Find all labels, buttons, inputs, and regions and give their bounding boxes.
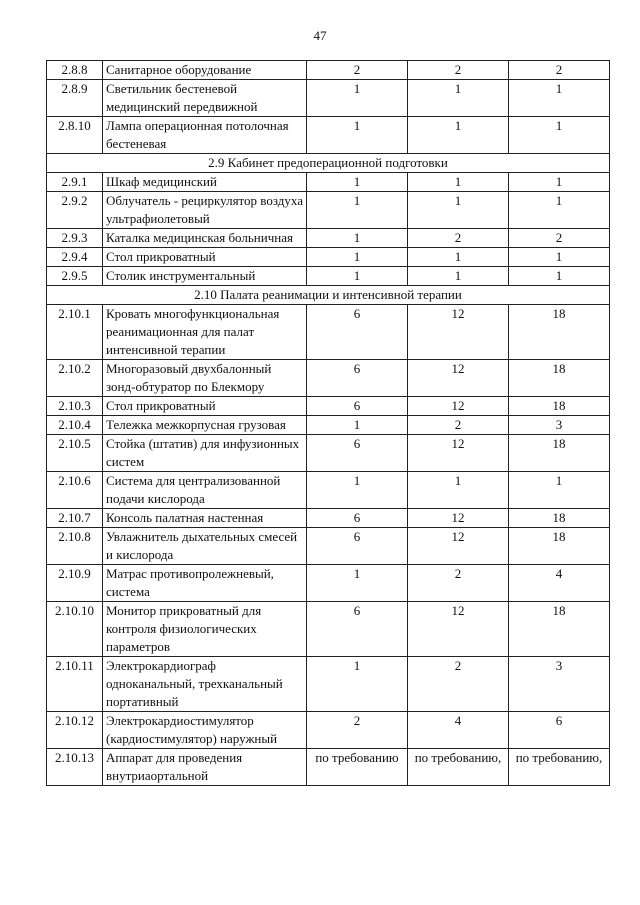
section-title: 2.10 Палата реанимации и интенсивной терапии xyxy=(47,286,610,305)
value-col-3: 1 xyxy=(509,173,610,192)
table-row xyxy=(47,229,610,248)
value-col-2: 1 xyxy=(408,80,509,117)
item-name: Кровать многофункциональная реанимационная для палат интенсивной терапии xyxy=(103,305,307,360)
table-row xyxy=(47,192,610,229)
table-row xyxy=(47,472,610,509)
value-col-3: 3 xyxy=(509,416,610,435)
value-col-3: 3 xyxy=(509,657,610,712)
item-number: 2.10.13 xyxy=(47,749,103,786)
item-number: 2.10.9 xyxy=(47,565,103,602)
item-name: Облучатель - рециркулятор воздуха ультрафиолетовый xyxy=(103,192,307,229)
item-name: Столик инструментальный xyxy=(103,267,307,286)
table-row xyxy=(47,528,610,565)
item-name: Тележка межкорпусная грузовая xyxy=(103,416,307,435)
value-col-1: 1 xyxy=(307,173,408,192)
value-col-1: 1 xyxy=(307,657,408,712)
value-col-2: 1 xyxy=(408,472,509,509)
value-col-2: 12 xyxy=(408,360,509,397)
value-col-2: 1 xyxy=(408,267,509,286)
equipment-table xyxy=(46,60,610,786)
item-number: 2.10.7 xyxy=(47,509,103,528)
item-name: Светильник бестеневой медицинский передвижной xyxy=(103,80,307,117)
item-name: Система для централизованной подачи кислорода xyxy=(103,472,307,509)
item-name: Каталка медицинская больничная xyxy=(103,229,307,248)
item-name: Аппарат для проведения внутриаортальной xyxy=(103,749,307,786)
item-number: 2.10.3 xyxy=(47,397,103,416)
section-row xyxy=(47,286,610,305)
item-name: Увлажнитель дыхательных смесей и кислорода xyxy=(103,528,307,565)
item-name: Стол прикроватный xyxy=(103,248,307,267)
value-col-1: 1 xyxy=(307,80,408,117)
value-col-3: 18 xyxy=(509,602,610,657)
item-number: 2.8.10 xyxy=(47,117,103,154)
value-col-1: 1 xyxy=(307,248,408,267)
table-row xyxy=(47,435,610,472)
value-col-1: 1 xyxy=(307,192,408,229)
value-col-2: 12 xyxy=(408,528,509,565)
value-col-1: 1 xyxy=(307,267,408,286)
table-row xyxy=(47,657,610,712)
value-col-3: 18 xyxy=(509,360,610,397)
table-row xyxy=(47,117,610,154)
item-name: Многоразовый двухбалонный зонд-обтуратор по Блекмору xyxy=(103,360,307,397)
item-name: Лампа операционная потолочная бестеневая xyxy=(103,117,307,154)
item-name: Электрокардиостимулятор (кардиостимулятор) наружный xyxy=(103,712,307,749)
value-col-1: 6 xyxy=(307,360,408,397)
item-number: 2.10.8 xyxy=(47,528,103,565)
item-name: Санитарное оборудование xyxy=(103,61,307,80)
value-col-2: 1 xyxy=(408,173,509,192)
item-name: Стойка (штатив) для инфузионных систем xyxy=(103,435,307,472)
value-col-2: 12 xyxy=(408,397,509,416)
value-col-2: 1 xyxy=(408,248,509,267)
equipment-table-body xyxy=(47,61,610,786)
table-row xyxy=(47,248,610,267)
value-col-3: 6 xyxy=(509,712,610,749)
item-number: 2.10.10 xyxy=(47,602,103,657)
table-row xyxy=(47,749,610,786)
item-number: 2.10.1 xyxy=(47,305,103,360)
item-name: Консоль палатная настенная xyxy=(103,509,307,528)
value-col-3: 4 xyxy=(509,565,610,602)
value-col-2: 2 xyxy=(408,657,509,712)
value-col-1: 2 xyxy=(307,61,408,80)
value-col-3: 2 xyxy=(509,229,610,248)
value-col-1: 6 xyxy=(307,305,408,360)
value-col-1: 6 xyxy=(307,602,408,657)
value-col-3: 18 xyxy=(509,397,610,416)
value-col-3: по требованию, xyxy=(509,749,610,786)
item-number: 2.8.9 xyxy=(47,80,103,117)
value-col-3: 18 xyxy=(509,305,610,360)
item-number: 2.9.5 xyxy=(47,267,103,286)
value-col-1: 6 xyxy=(307,509,408,528)
value-col-1: 1 xyxy=(307,117,408,154)
value-col-3: 1 xyxy=(509,80,610,117)
value-col-2: 12 xyxy=(408,305,509,360)
section-title: 2.9 Кабинет предоперационной подготовки xyxy=(47,154,610,173)
value-col-3: 18 xyxy=(509,528,610,565)
value-col-3: 1 xyxy=(509,192,610,229)
value-col-3: 1 xyxy=(509,117,610,154)
item-number: 2.9.2 xyxy=(47,192,103,229)
value-col-3: 18 xyxy=(509,509,610,528)
value-col-1: 1 xyxy=(307,472,408,509)
value-col-1: 1 xyxy=(307,229,408,248)
item-number: 2.9.1 xyxy=(47,173,103,192)
table-row xyxy=(47,416,610,435)
value-col-3: 2 xyxy=(509,61,610,80)
item-name: Шкаф медицинский xyxy=(103,173,307,192)
table-row xyxy=(47,173,610,192)
table-row xyxy=(47,360,610,397)
item-name: Монитор прикроватный для контроля физиологических параметров xyxy=(103,602,307,657)
value-col-2: 4 xyxy=(408,712,509,749)
table-row xyxy=(47,61,610,80)
value-col-1: 6 xyxy=(307,397,408,416)
page-number: 47 xyxy=(313,28,327,43)
table-row xyxy=(47,305,610,360)
table-row xyxy=(47,80,610,117)
value-col-1: 1 xyxy=(307,416,408,435)
table-row xyxy=(47,397,610,416)
value-col-3: 1 xyxy=(509,267,610,286)
value-col-2: 1 xyxy=(408,117,509,154)
value-col-1: 6 xyxy=(307,435,408,472)
value-col-2: 12 xyxy=(408,602,509,657)
item-number: 2.10.4 xyxy=(47,416,103,435)
table-row xyxy=(47,602,610,657)
value-col-3: 18 xyxy=(509,435,610,472)
value-col-1: 1 xyxy=(307,565,408,602)
value-col-1: 6 xyxy=(307,528,408,565)
value-col-2: 12 xyxy=(408,509,509,528)
table-row xyxy=(47,509,610,528)
item-number: 2.10.6 xyxy=(47,472,103,509)
value-col-2: 2 xyxy=(408,416,509,435)
item-number: 2.10.12 xyxy=(47,712,103,749)
table-row xyxy=(47,712,610,749)
value-col-2: 2 xyxy=(408,61,509,80)
item-number: 2.9.4 xyxy=(47,248,103,267)
value-col-2: 1 xyxy=(408,192,509,229)
value-col-3: 1 xyxy=(509,472,610,509)
value-col-3: 1 xyxy=(509,248,610,267)
table-row xyxy=(47,267,610,286)
value-col-2: 12 xyxy=(408,435,509,472)
item-number: 2.10.5 xyxy=(47,435,103,472)
value-col-2: по требованию, xyxy=(408,749,509,786)
item-name: Матрас противопролежневый, система xyxy=(103,565,307,602)
value-col-2: 2 xyxy=(408,565,509,602)
table-row xyxy=(47,565,610,602)
item-number: 2.10.11 xyxy=(47,657,103,712)
item-name: Электрокардиограф одноканальный, трехканальный портативный xyxy=(103,657,307,712)
item-name: Стол прикроватный xyxy=(103,397,307,416)
value-col-1: 2 xyxy=(307,712,408,749)
item-number: 2.10.2 xyxy=(47,360,103,397)
section-row xyxy=(47,154,610,173)
item-number: 2.9.3 xyxy=(47,229,103,248)
value-col-1: по требованию xyxy=(307,749,408,786)
value-col-2: 2 xyxy=(408,229,509,248)
item-number: 2.8.8 xyxy=(47,61,103,80)
